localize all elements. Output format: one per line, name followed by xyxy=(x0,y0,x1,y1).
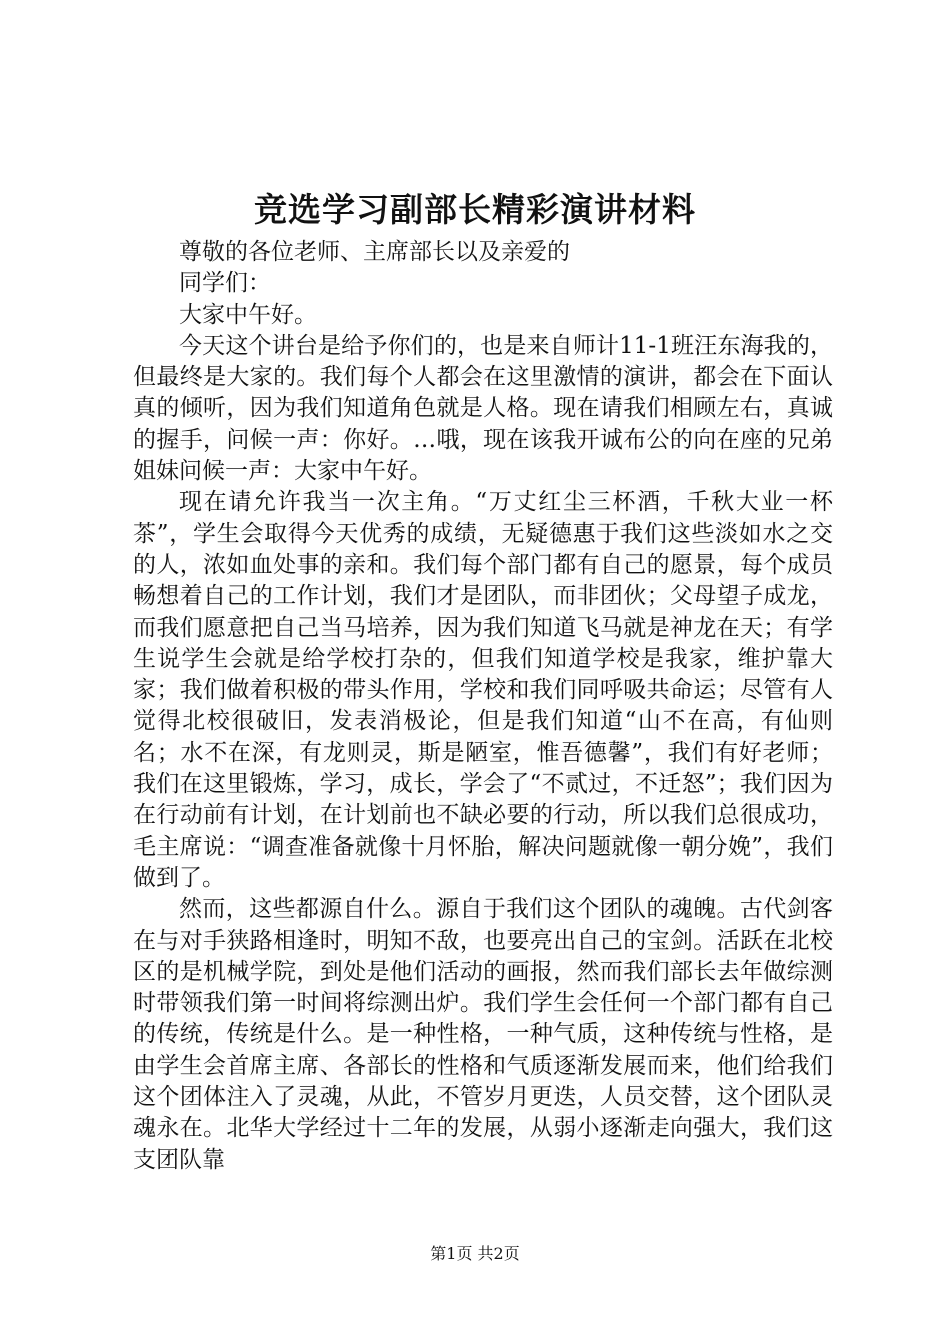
body-paragraph: 然而，这些都源自什么。源自于我们这个团队的魂魄。古代剑客在与对手狭路相逢时，明知不敌，也要亮出自己的宝剑。活跃在北校区的是机械学院，到处是他们活动的画报，然而我们部长去年做综测时带领我们第一时间将综测出炉。我们学生会任何一个部门都有自己的传统，传统是什么。是一种性格，一种气质，这种传统与性格，是由学生会首席主席、各部长的性格和气质逐渐发展而来，他们给我们这个团体注入了灵魂，从此，不管岁月更迭，人员交替，这个团队灵魂永在。北华大学经过十二年的发展，从弱小逐渐走向强大，我们这支团队靠 xyxy=(133,896,833,1173)
body-paragraph: 今天这个讲台是给予你们的，也是来自师计11-1班汪东海我的，但最终是大家的。我们每个人都会在这里激情的演讲，都会在下面认真的倾听，因为我们知道角色就是人格。现在请我们相顾左右，真诚的握手，问候一声：你好。…哦，现在该我开诚布公的向在座的兄弟姐妹问候一声：大家中午好。 xyxy=(133,332,833,485)
document-body xyxy=(133,237,833,1176)
document-title: 竞选学习副部长精彩演讲材料 xyxy=(254,190,696,229)
greeting-paragraph: 大家中午好。 xyxy=(179,301,317,328)
body-paragraph: 现在请允许我当一次主角。“万丈红尘三杯酒，千秋大业一杯茶”，学生会取得今天优秀的成绩，无疑德惠于我们这些淡如水之交的人，浓如血处事的亲和。我们每个部门都有自己的愿景，每个成员畅想着自己的工作计划，我们才是团队，而非团伙；父母望子成龙，而我们愿意把自己当马培养，因为我们知道飞马就是神龙在天；有学生说学生会就是给学校打杂的，但我们知道学校是我家，维护靠大家；我们做着积极的带头作用，学校和我们同呼吸共命运；尽管有人觉得北校很破旧，发表消极论，但是我们知道“山不在高，有仙则名；水不在深，有龙则灵，斯是陋室，惟吾德馨”，我们有好老师；我们在这里锻炼，学习，成长，学会了“不贰过，不迁怒”；我们因为在行动前有计划，在计划前也不缺必要的行动，所以我们总很成功，毛主席说：“调查准备就像十月怀胎，解决问题就像一朝分娩”，我们做到了。 xyxy=(133,489,833,891)
salutation-line-2: 同学们： xyxy=(179,270,271,297)
salutation-line-1: 尊敬的各位老师、主席部长以及亲爱的 xyxy=(179,239,570,265)
page-number: 第1页 共2页 xyxy=(430,1244,520,1263)
